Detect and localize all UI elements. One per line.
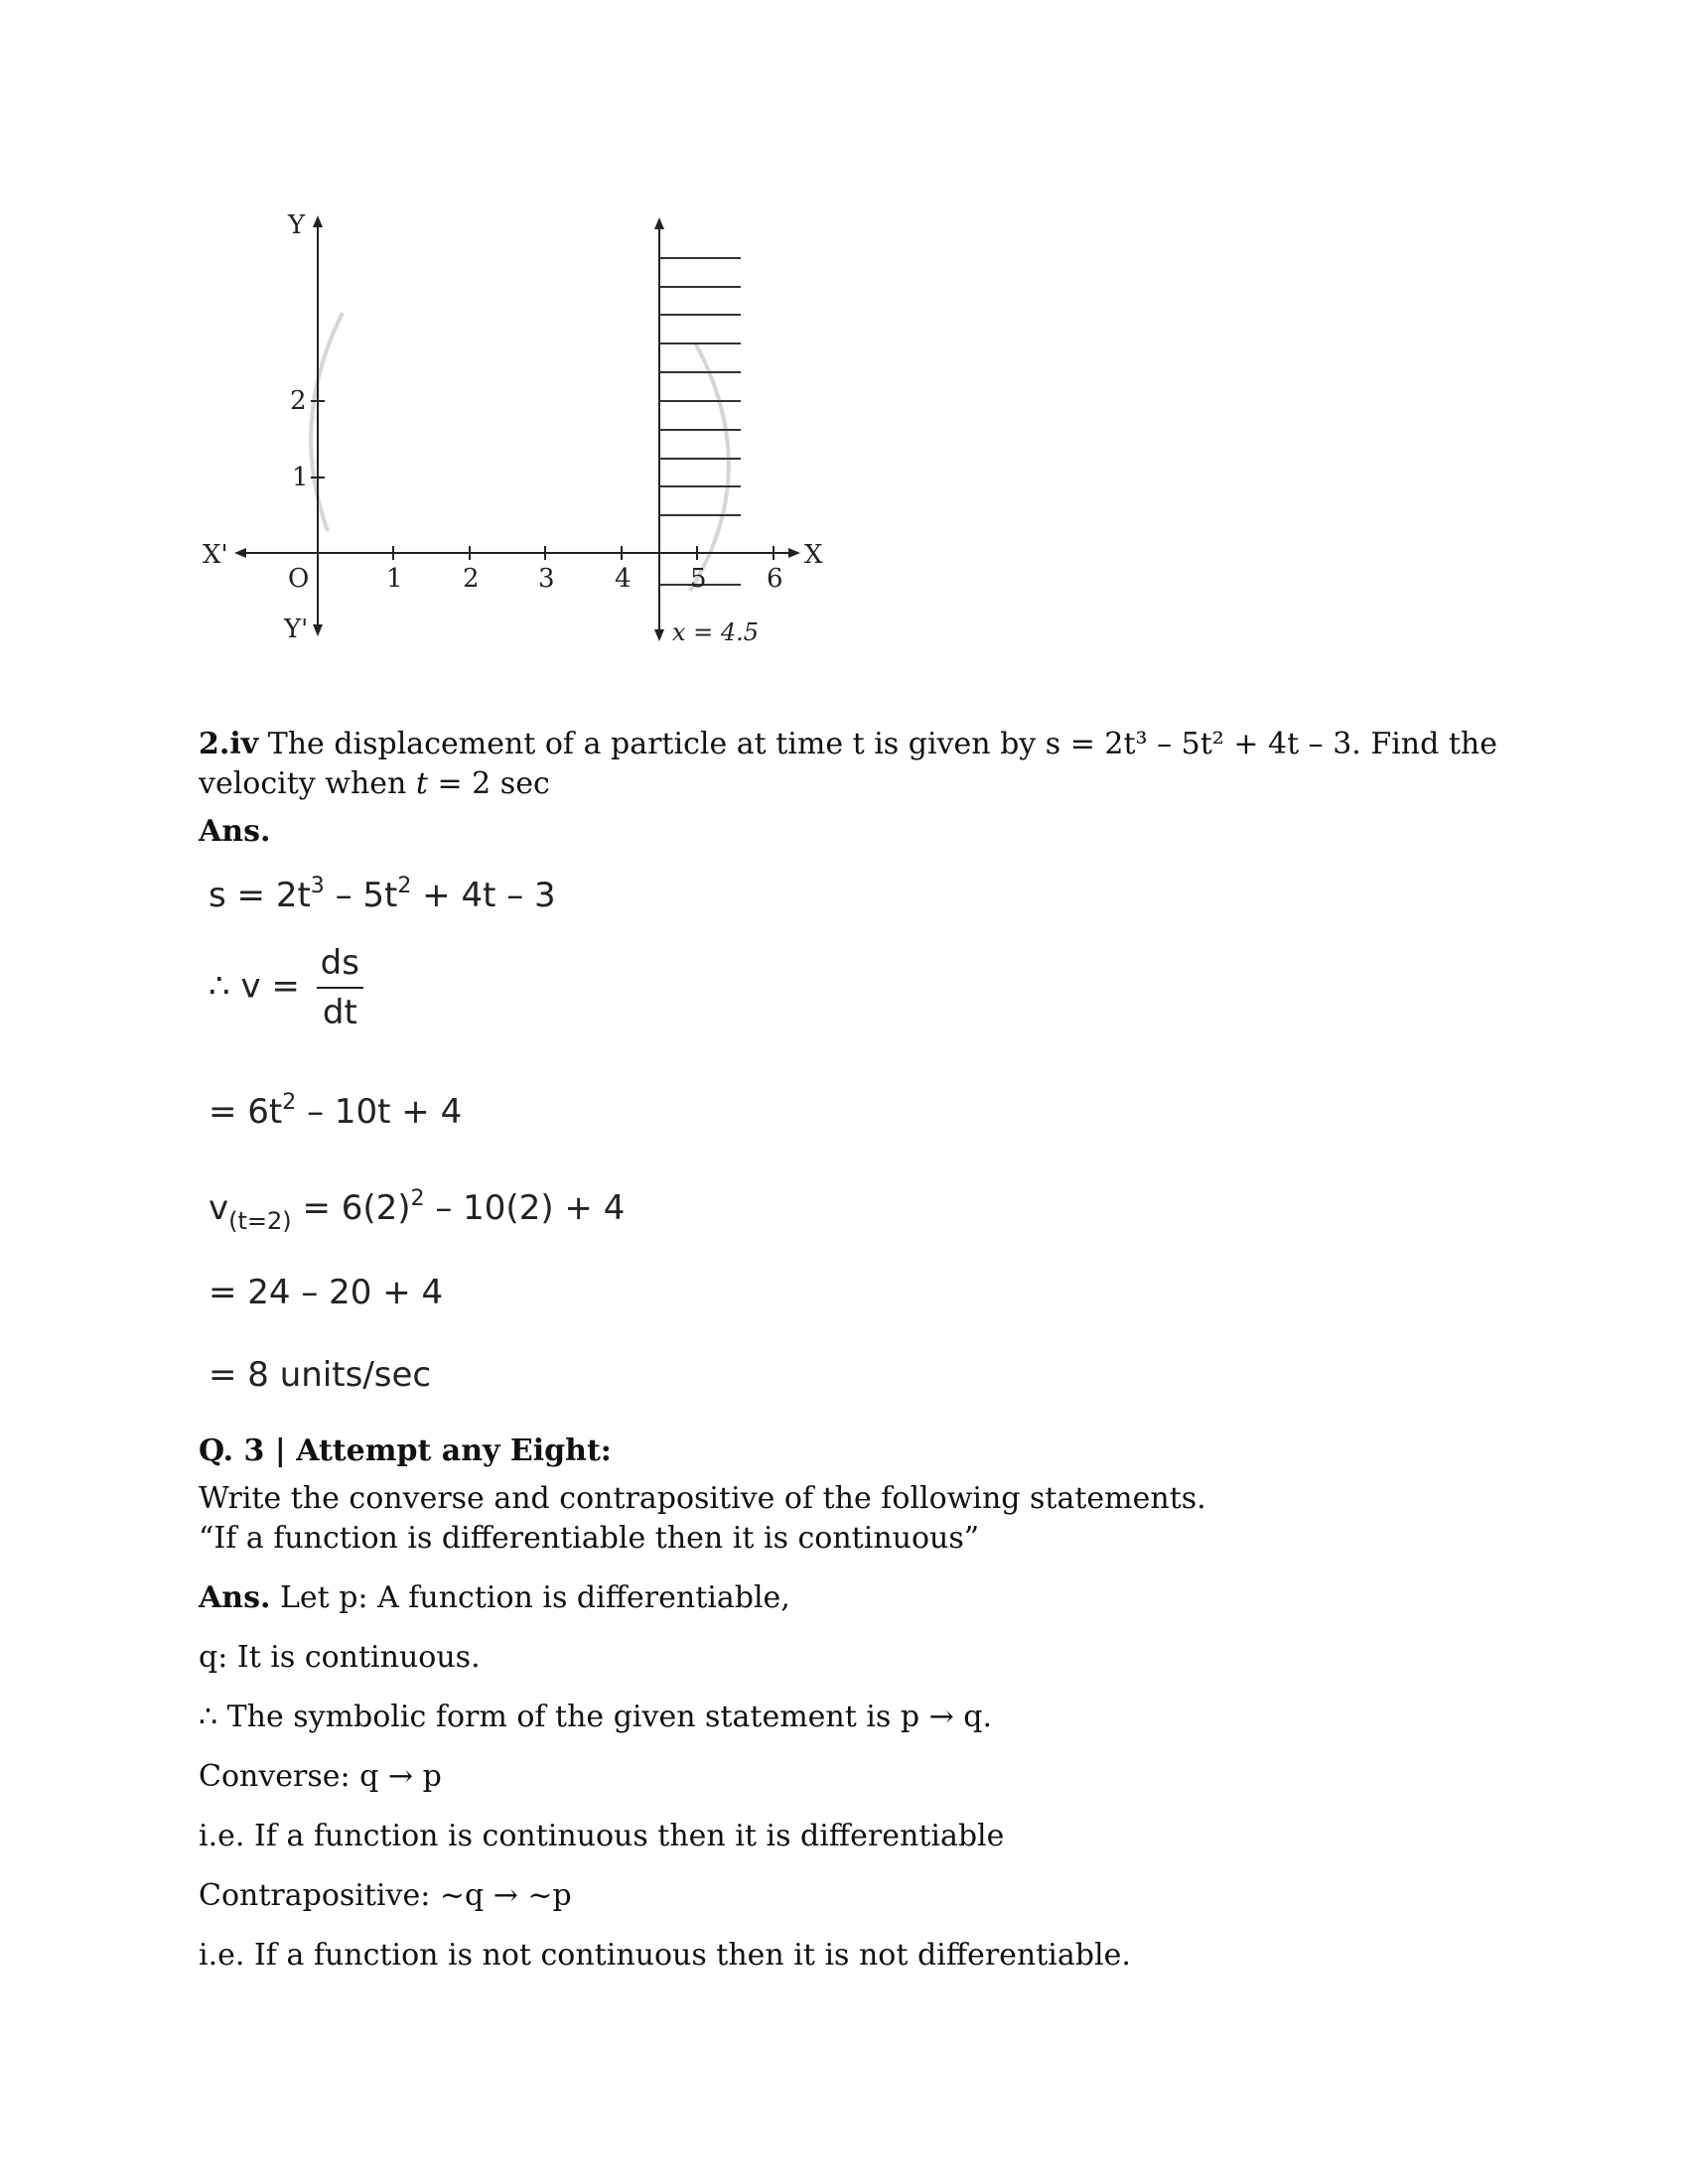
y-neg-axis-label: Y' (284, 614, 309, 644)
x-tick-label: 2 (463, 564, 480, 594)
q3-symbolic (199, 1698, 992, 1737)
q3-q-line: q: It is continuous. (199, 1640, 481, 1675)
q3-contrapositive: Contrapositive: ~q → ~p (199, 1878, 572, 1913)
x-tick-label: 4 (615, 564, 632, 594)
y-axis-label: Y (288, 210, 306, 240)
ans-label: Ans. (199, 1580, 271, 1615)
equation-1: $s = 2t^3 - 5t^2 + 4t - 3$ (209, 874, 556, 915)
question-number: 2.iv (199, 727, 259, 761)
x-tick-label: 6 (767, 564, 783, 594)
q3-contrapositive-ie: i.e. If a function is not continuous then it is not differentiable. (199, 1938, 1131, 1973)
question-text: velocity when (199, 766, 416, 801)
question-2iv-line2 (199, 764, 550, 804)
symbolic-text: The symbolic form of the given statement is p → q. (217, 1700, 992, 1734)
line-x-4-5-arrow-down (654, 629, 664, 641)
x-axis-arrow (788, 548, 800, 558)
x-tick-label: 3 (538, 564, 555, 594)
fraction-ds-dt: $\frac{ds}{dt}$ (317, 943, 363, 1032)
x-tick-label: 5 (690, 564, 707, 594)
y-tick-label: 2 (290, 386, 307, 416)
q3-line2: “If a function is differentiable then it is continuous” (199, 1521, 980, 1556)
hatch-lines (659, 258, 741, 585)
line-x-4-5-arrow-up (654, 217, 664, 229)
y-neg-axis-arrow (313, 624, 323, 636)
question-text-var: t (415, 766, 428, 801)
x-neg-axis-arrow (234, 548, 246, 558)
question-text: = 2 sec (427, 766, 550, 801)
x-axis-label: X (804, 540, 823, 570)
watermark-arc (311, 313, 343, 531)
equation-4: $v_{(t=2)} = 6(2)^2 - 10(2) + 4$ (209, 1186, 626, 1235)
line-label: x = 4.5 (672, 618, 760, 646)
equation-2: ∴ v = $\frac{ds}{dt}$ (209, 943, 363, 1032)
q3-answer (199, 1578, 790, 1618)
y-tick-label: 1 (292, 463, 309, 492)
equation-3: = $6t^2 - 10t + 4$ (209, 1090, 463, 1132)
ans-text: Let p: A function is differentiable, (270, 1580, 790, 1615)
therefore-symbol: ∴ (199, 1700, 218, 1734)
region-graph (179, 194, 854, 670)
origin-label: O (288, 564, 310, 594)
q3-line1: Write the converse and contrapositive of the following statements. (199, 1481, 1206, 1516)
question-text: The displacement of a particle at time t is given by s = 2t³ – 5t² + 4t – 3. Find the (258, 727, 1497, 761)
ans-label: Ans. (199, 814, 271, 849)
q3-converse: Converse: q → p (199, 1759, 442, 1794)
q3-heading: Q. 3 | Attempt any Eight: (199, 1433, 612, 1468)
x-tick-label: 1 (386, 564, 403, 594)
q3-converse-ie: i.e. If a function is continuous then it is differentiable (199, 1819, 1005, 1853)
y-axis-arrow (313, 215, 323, 227)
x-neg-axis-label: X' (203, 540, 228, 570)
question-2iv (199, 725, 1497, 764)
equation-5: = 24 – 20 + 4 (209, 1273, 444, 1312)
equation-6: = 8 units/sec (209, 1355, 432, 1395)
